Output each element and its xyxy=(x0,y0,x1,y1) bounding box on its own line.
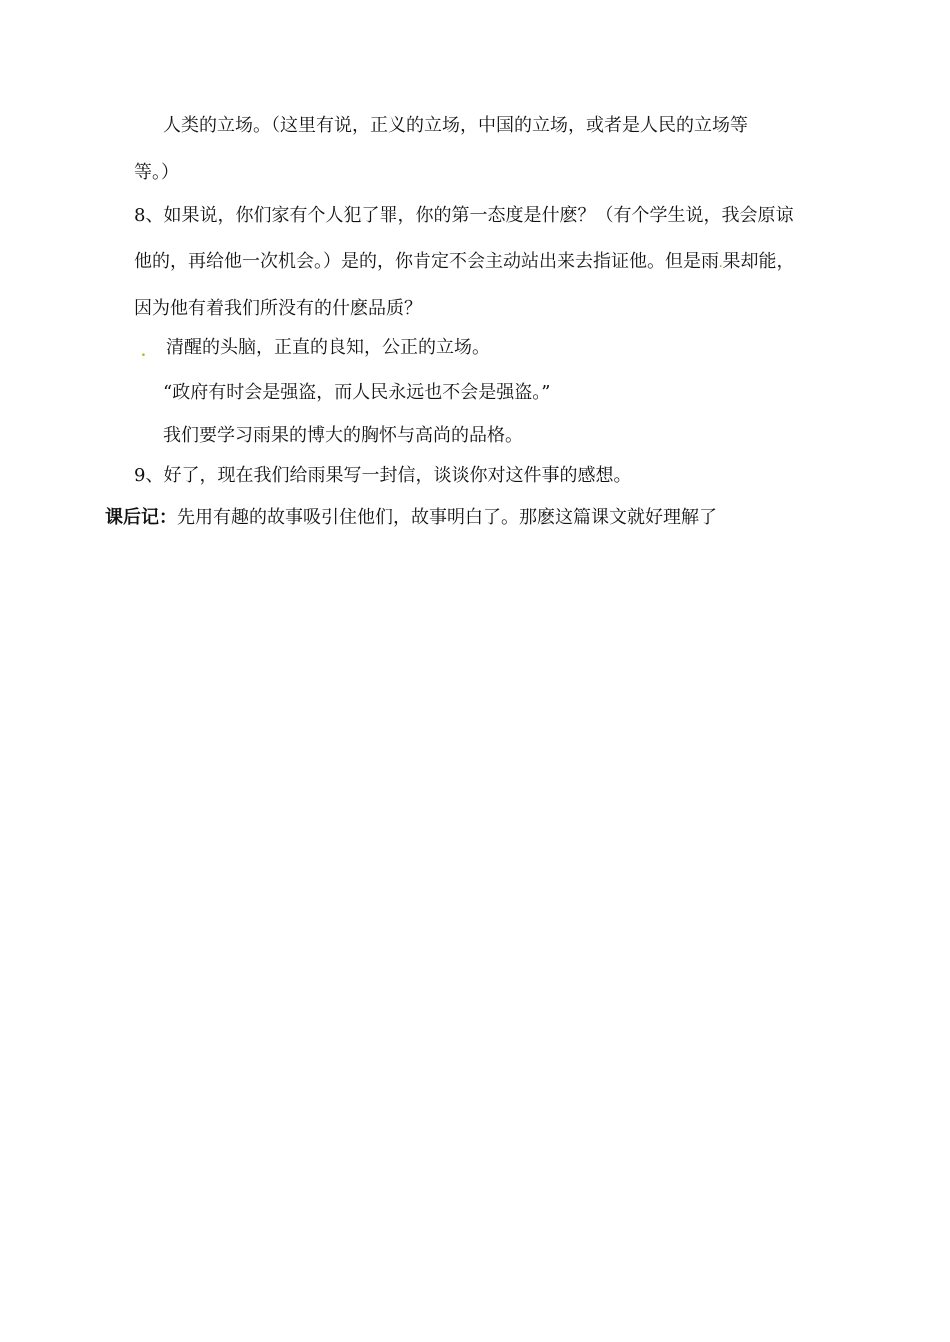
paragraph-line: 8、如果说，你们家有个人犯了罪，你的第一态度是什麽？（有个学生说，我会原谅 xyxy=(134,205,794,226)
yellow-dot-marker: . xyxy=(141,344,146,360)
paragraph-line: 人类的立场。（这里有说，正义的立场，中国的立场，或者是人民的立场等 xyxy=(163,115,748,136)
afterword-line xyxy=(105,506,717,530)
paragraph-line: 我们要学习雨果的博大的胸怀与高尚的品格。 xyxy=(163,425,523,446)
line-text: 他的，再给他一次机会。）是的，你肯定不会主动站出来去指证他。但是雨 xyxy=(134,251,719,272)
line-text: 果却能， xyxy=(722,251,795,272)
quote-line: “政府有时会是强盗，而人民永远也不会是强盗。” xyxy=(163,382,551,403)
paragraph-line: 等。） xyxy=(134,162,179,183)
paragraph-line: 因为他有着我们所没有的什麽品质？ xyxy=(134,298,422,319)
yellow-dot-marker: . xyxy=(719,259,723,270)
paragraph-line: 9、好了，现在我们给雨果写一封信，谈谈你对这件事的感想。 xyxy=(134,465,632,486)
paragraph-line xyxy=(134,250,794,277)
afterword-text: 先用有趣的故事吸引住他们，故事明白了。那麽这篇课文就好理解了 xyxy=(177,507,717,528)
paragraph-line: 清醒的头脑，正直的良知，公正的立场。 xyxy=(166,337,490,358)
afterword-label: 课后记： xyxy=(105,507,177,528)
